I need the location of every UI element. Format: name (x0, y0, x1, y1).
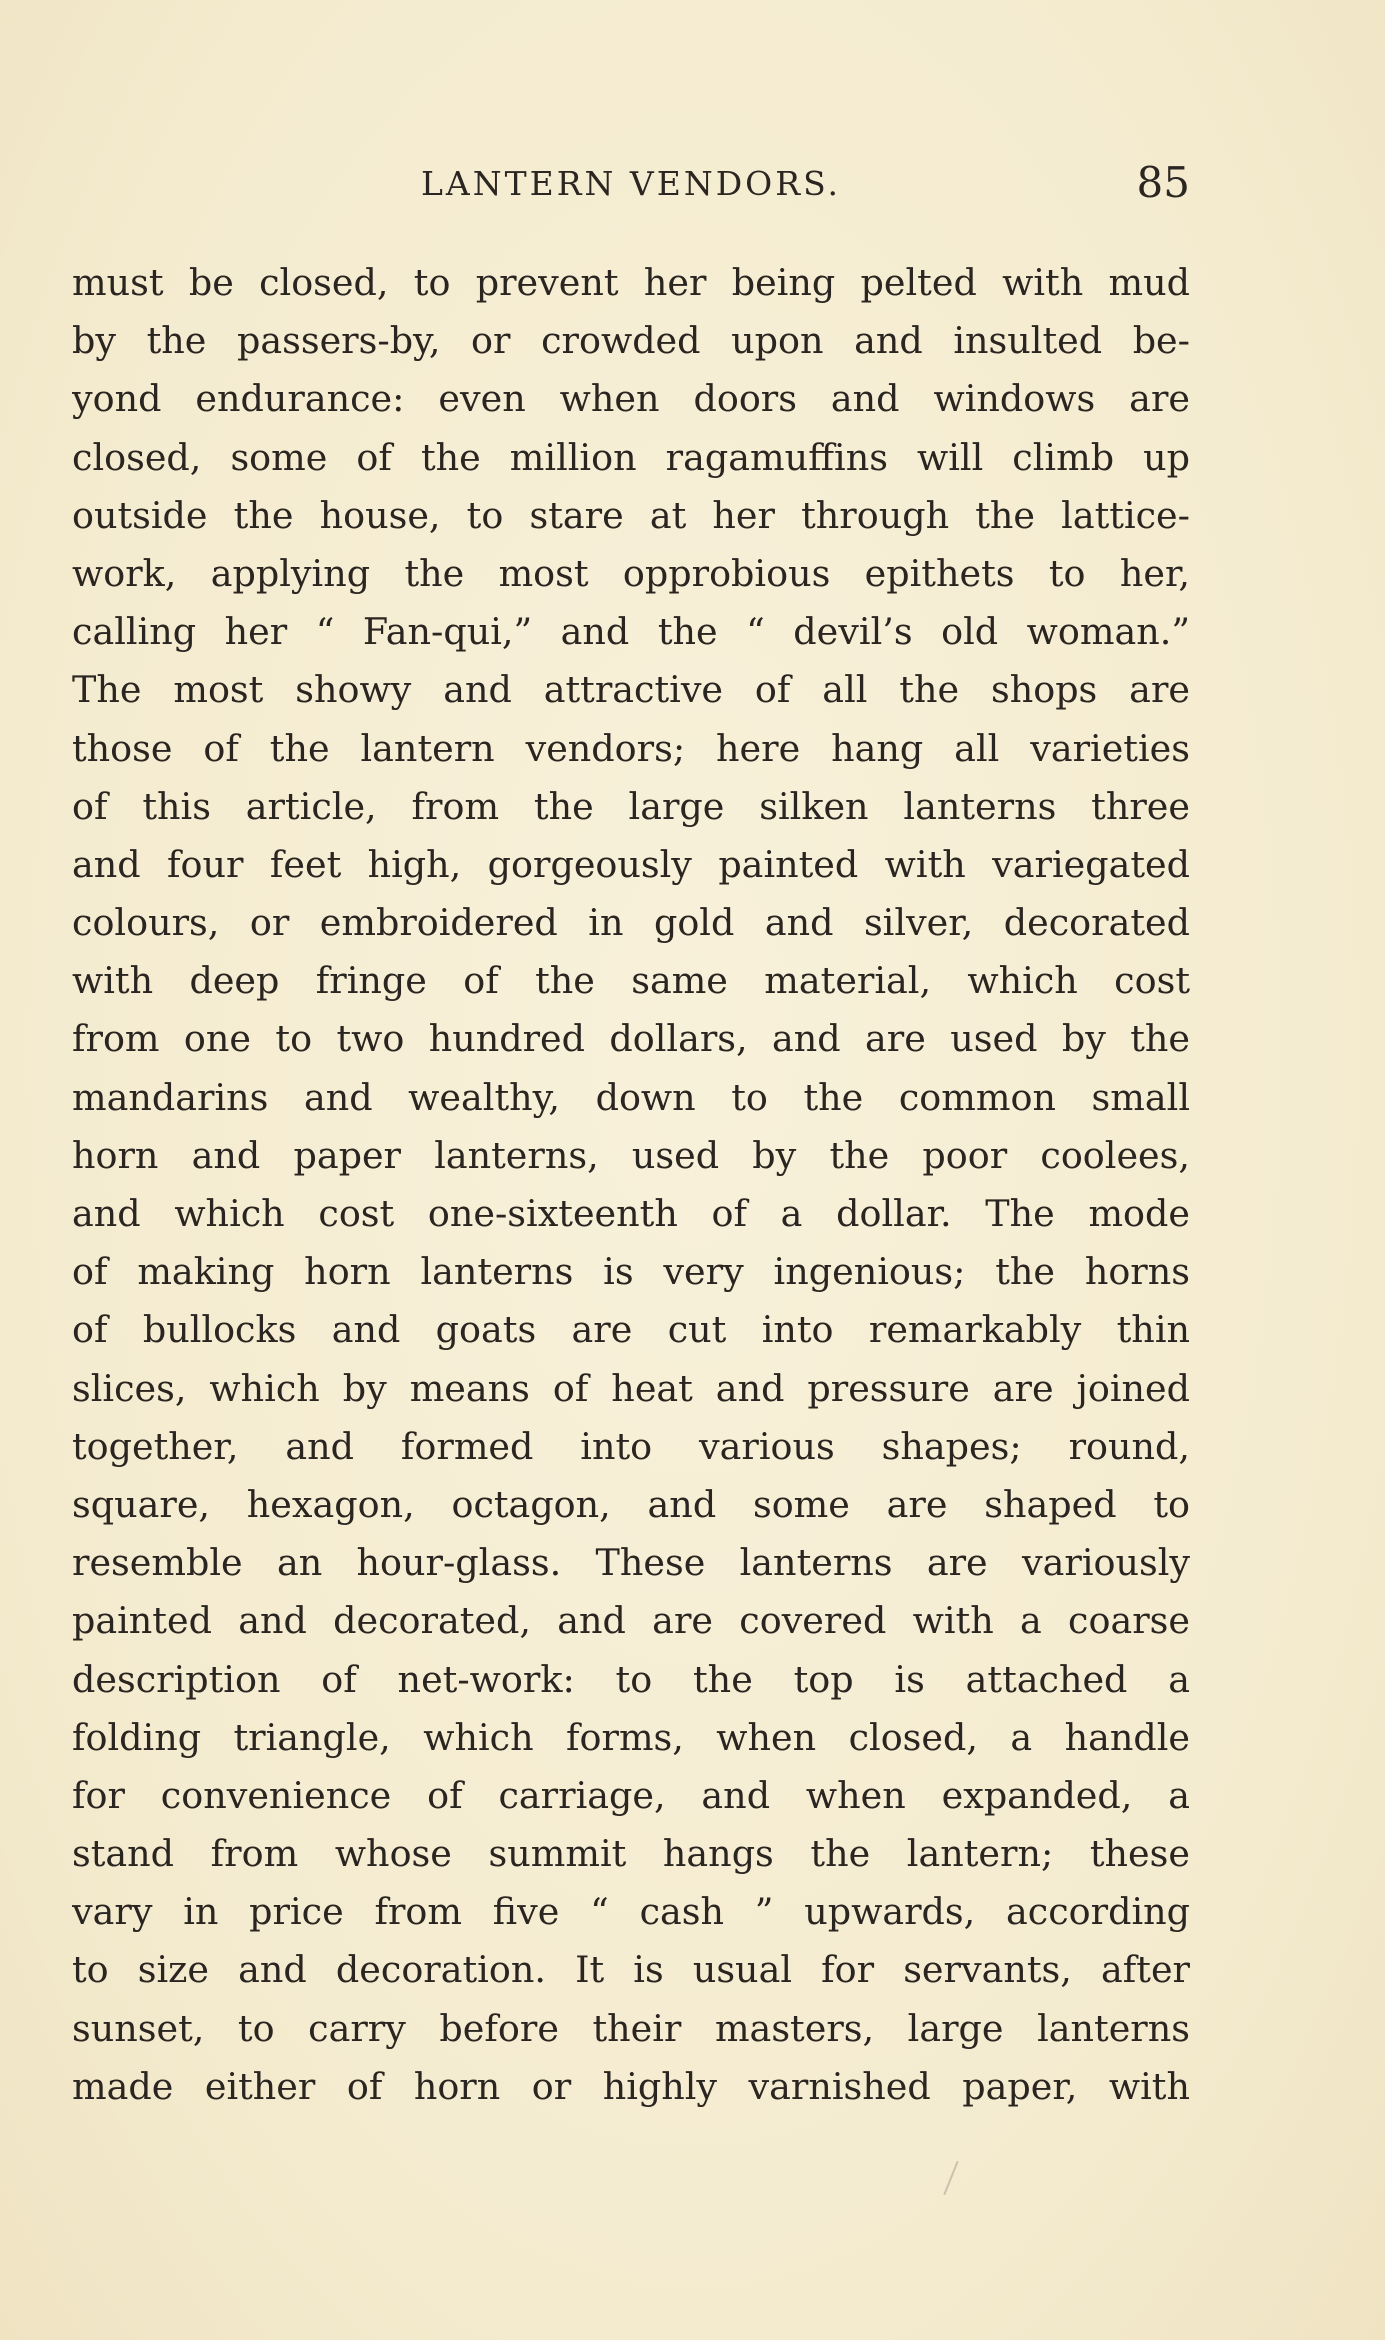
text-line: with deep fringe of the same material, which cost (72, 959, 1190, 1003)
text-line: slices, which by means of heat and pressure are joined (72, 1366, 1190, 1410)
text-line: yond endurance: even when doors and windows are (72, 377, 1190, 421)
text-line: outside the house, to stare at her through the lattice- (72, 493, 1190, 537)
text-line: those of the lantern vendors; here hang all varieties (72, 726, 1190, 770)
text-line: and four feet high, gorgeously painted with variegated (72, 842, 1190, 886)
page-number: 85 (1136, 158, 1190, 207)
text-line: by the passers-by, or crowded upon and insulted be- (72, 319, 1190, 363)
text-line: and which cost one-sixteenth of a dollar. The mode (72, 1192, 1190, 1235)
body-text (72, 254, 1190, 2116)
text-line: made either of horn or highly varnished paper, with (72, 2064, 1190, 2108)
pencil-mark (943, 2161, 958, 2195)
text-line: square, hexagon, octagon, and some are shaped to (72, 1482, 1190, 1526)
text-line: closed, some of the million ragamuffins will climb up (72, 435, 1190, 479)
text-line: horn and paper lanterns, used by the poor coolees, (72, 1133, 1190, 1177)
text-line: together, and formed into various shapes; round, (72, 1424, 1190, 1468)
text-line: resemble an hour-glass. These lanterns are variously (72, 1541, 1190, 1585)
text-line: description of net-work: to the top is attached a (72, 1657, 1190, 1701)
text-line: work, applying the most opprobious epithets to her, (72, 551, 1190, 595)
text-line: must be closed, to prevent her being pelted with mud (72, 261, 1190, 304)
text-line: colours, or embroidered in gold and silver, decorated (72, 901, 1190, 945)
text-line: stand from whose summit hangs the lantern; these (72, 1832, 1190, 1876)
text-line: of bullocks and goats are cut into remarkably thin (72, 1308, 1190, 1352)
text-line: of this article, from the large silken lanterns three (72, 784, 1190, 828)
text-line: The most showy and attractive of all the shops are (72, 668, 1190, 712)
text-line: of making horn lanterns is very ingenious; the horns (72, 1250, 1190, 1294)
running-head (72, 158, 1190, 208)
text-line: vary in price from five “ cash ” upwards, according (72, 1890, 1190, 1934)
text-line: to size and decoration. It is usual for servants, after (72, 1948, 1190, 1992)
text-line: folding triangle, which forms, when closed, a handle (72, 1715, 1190, 1759)
text-line: sunset, to carry before their masters, large lanterns (72, 2006, 1190, 2050)
text-line: from one to two hundred dollars, and are used by the (72, 1017, 1190, 1061)
text-line: for convenience of carriage, and when expanded, a (72, 1773, 1190, 1817)
text-line: painted and decorated, and are covered with a coarse (72, 1599, 1190, 1643)
text-line: mandarins and wealthy, down to the common small (72, 1075, 1190, 1119)
text-line: calling her “ Fan-qui,” and the “ devil’s old woman.” (72, 610, 1190, 654)
running-title: LANTERN VENDORS. (420, 164, 841, 203)
